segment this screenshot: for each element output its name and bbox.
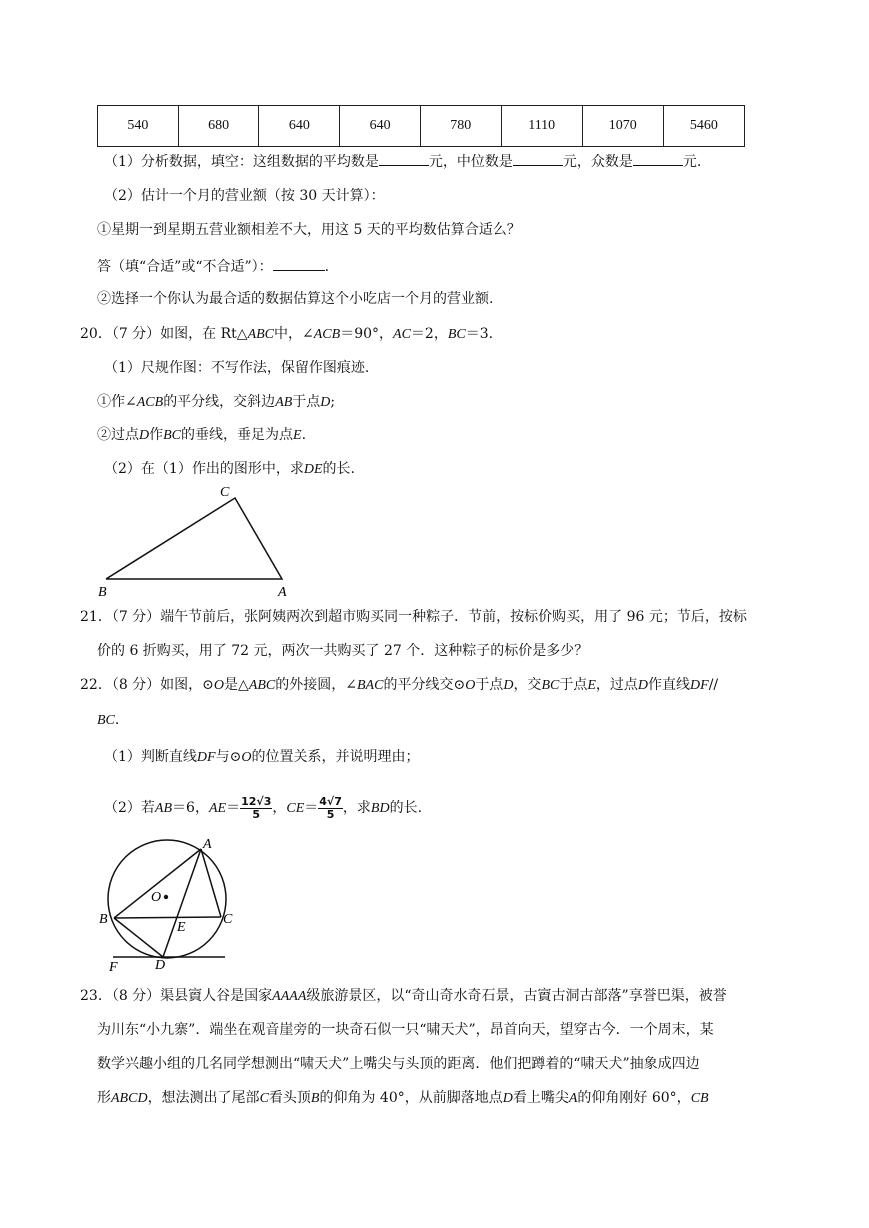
q22-line1: 22．（8 分）如图，⊙O是△ABC的外接圆，∠BAC的平分线交⊙O于点D，交BC于点E，过点D作直线DF//: [80, 677, 719, 693]
segment-ab: [114, 849, 201, 918]
q20-step1: ①作∠ACB的平分线，交斜边AB于点D;: [97, 394, 336, 410]
q19-part2: （2）估计一个月的营业额（按 30 天计算）：: [104, 188, 385, 204]
table-cell: 780: [420, 106, 501, 147]
vertex-label-a: A: [278, 585, 287, 600]
table-cell: 680: [178, 106, 259, 147]
q23-line2: 为川东“小九寨”．端坐在观音崖旁的一块奇石似一只“啸天犬”，昂首向天，望穿古今．一个周末，某: [97, 1022, 714, 1038]
q22-circle-figure: [95, 835, 245, 975]
sales-data-table: [97, 105, 745, 147]
point-label-a: A: [203, 837, 212, 852]
table-cell: 1070: [582, 106, 663, 147]
fraction-ce: $\frac{4√7}{5}$: [319, 794, 342, 821]
q21-line1: 21．（7 分）端午节前后，张阿姨两次到超市购买同一种粽子．节前，按标价购买，用了 96 元；节后，按标: [80, 609, 747, 625]
q20-part2: （2）在（1）作出的图形中，求DE的长.: [104, 461, 355, 477]
table-row: [98, 106, 745, 147]
q20-step2: ②过点D作BC的垂线，垂足为点E.: [97, 427, 307, 443]
q23-line3: 数学兴趣小组的几名同学想测出“啸天犬”上嘴尖与头顶的距离．他们把蹲着的“啸天犬”抽象成四边: [97, 1056, 700, 1072]
point-label-o: O: [151, 890, 162, 905]
point-label-b: B: [99, 912, 108, 927]
triangle-abc: [106, 498, 282, 579]
q19-p1-text: 元，中位数是: [428, 154, 513, 170]
vertex-label-c: C: [220, 485, 230, 500]
q20-part1: （1）尺规作图：不写作法，保留作图痕迹.: [104, 360, 370, 376]
table-cell: 640: [259, 106, 340, 147]
q19-answer-prompt: 答（填“合适”或“不合适”）：: [97, 259, 273, 275]
answer-blank-mean: [379, 151, 429, 166]
q23-line4: 形ABCD，想法测出了尾部C看头顶B的仰角为 40°，从前脚落地点D看上嘴尖A的仰角刚好 60°，CB: [97, 1090, 709, 1106]
table-cell: 1110: [501, 106, 582, 147]
point-label-c: C: [223, 912, 233, 927]
q22-part2: （2）若AB＝6，AE＝ $\frac{12√3}{5}$ ，CE＝ $\frac{4√7}{5}$ ，求BD的长.: [104, 794, 423, 821]
q22-part1: （1）判断直线DF与⊙O的位置关系，并说明理由；: [104, 749, 420, 765]
point-label-d: D: [155, 958, 166, 973]
q19-p1-text: 元.: [682, 154, 702, 170]
segment-ad: [163, 849, 201, 957]
answer-blank-suitable: [273, 256, 325, 271]
q21-line2: 价的 6 折购买，用了 72 元，两次一共购买了 27 个．这种粽子的标价是多少？: [97, 643, 589, 659]
q19-part2-1: ①星期一到星期五营业额相差不大，用这 5 天的平均数估算合适么？: [97, 222, 521, 238]
q22-line2: BC.: [97, 712, 120, 728]
vertex-label-b: B: [98, 585, 107, 600]
table-cell: 5460: [663, 106, 744, 147]
point-label-e: E: [177, 920, 186, 935]
q19-p1-text: （1）分析数据，填空：这组数据的平均数是: [104, 154, 379, 170]
answer-blank-median: [513, 151, 563, 166]
circumcircle-o: [108, 840, 226, 958]
center-point-o: [164, 895, 168, 899]
point-label-f: F: [109, 960, 118, 975]
q19-p1-text: 元，众数是: [562, 154, 633, 170]
table-cell: 640: [340, 106, 421, 147]
q20-triangle-figure: [92, 480, 302, 600]
q19-answer-dot: .: [324, 259, 330, 275]
answer-blank-mode: [633, 151, 683, 166]
fraction-ae: $\frac{12√3}{5}$: [241, 794, 272, 821]
q19-part1: [104, 151, 701, 171]
q19-part2-2: ②选择一个你认为最合适的数据估算这个小吃店一个月的营业额.: [97, 291, 494, 307]
segment-bc: [114, 917, 221, 918]
q23-line1: 23．（8 分）渠县賨人谷是国家AAAA级旅游景区，以“奇山奇水奇石景，古賨古洞古部落”享誉巴渠，被誉: [80, 988, 727, 1004]
q20-heading: 20．（7 分）如图，在 Rt△ABC中，∠ACB＝90°，AC＝2，BC＝3.: [80, 326, 494, 342]
table-cell: 540: [98, 106, 179, 147]
q19-answer-line: [97, 256, 329, 276]
